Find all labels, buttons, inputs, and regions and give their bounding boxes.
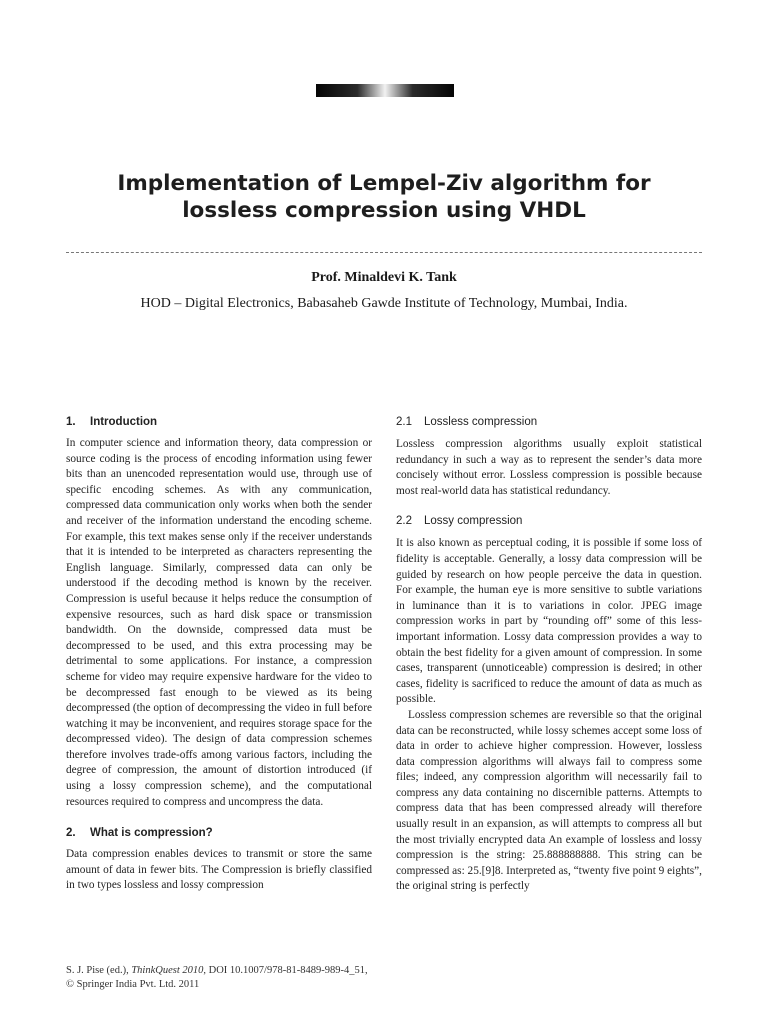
subsection-number: 2.1 [396,416,412,428]
paper-title-line-1: Implementation of Lempel-Ziv algorithm for [117,171,651,196]
introduction-paragraph: In computer science and information theory, data compression or source coding is the process of encoding information using fewer bits than an unencoded representation would use, through use of specific encoding schemes. As with any communication, compressed data communication only works when both the sender and receiver of the information understand the encoding scheme. For example, this text makes sense only if the receiver understands that it is intended to be interpreted as characters representing the English language. Similarly, compressed data can only be understood if the decoding method is known by the receiver. Compression is useful because it helps reduce the consumption of expensive resources, such as hard disk space or transmission bandwidth. On the downside, compressed data must be decompressed to be used, and this extra processing may be detrimental to some applications. For instance, a compression scheme for video may require expensive hardware for the video to be decompressed fast enough to be viewed as its being decompressed (the option of decompressing the video in full before watching it may be inconvenient, and requires storage space for the decompressed video). The design of data compression schemes therefore involves trade-offs among various factors, including the degree of compression, the amount of distortion introduced (if using a lossy compression scheme), and the computational resources required to compress and uncompress the data. [66,437,372,808]
citation-doi: , DOI 10.1007/978-81-8489-989-4_51, [203,965,368,976]
subsection-number: 2.2 [396,515,412,528]
lossy-paragraph-2: Lossless compression schemes are reversible so that the original data can be reconstructed, while lossy schemes accept some loss of data in order to achieve higher compression. However, lossless data compression algorithms will always fail to compress some files; indeed, any compression algorithm will necessarily fail to compress any data containing no discernible patterns. Attempts to compress data that has been compressed already will therefore usually result in an expansion, as will attempts to compress all but the most trivially encrypted data An example of lossless and lossy compression is the string: 25.888888888. This string can be compressed as: 25.[9]8. Interpreted as, “twenty five point 9 eights”, the original string is perfectly [396,708,702,893]
what-is-compression-paragraph: Data compression enables devices to transmit or store the same amount of data in fewer bits. The Compression is briefly classified in two types lossless and lossy compression [66,848,372,892]
section-title: What is compression? [90,827,213,840]
subsection-heading-lossless [396,414,702,430]
author-name: Prof. Minaldevi K. Tank [311,270,457,285]
citation-book: ThinkQuest 2010 [131,965,204,976]
left-column [66,414,372,894]
header-decorative-bar [316,84,454,97]
citation-footer [66,964,426,992]
author-affiliation: HOD – Digital Electronics, Babasaheb Gawde Institute of Technology, Mumbai, India. [140,296,628,311]
paper-title [40,170,728,224]
right-column [396,414,702,895]
subsection-heading-lossy [396,513,702,529]
section-number: 1. [66,416,76,428]
section-heading-introduction [66,414,372,430]
section-title: Introduction [90,416,158,428]
dashed-divider [66,252,702,253]
lossy-paragraph-1: It is also known as perceptual coding, it is possible if some loss of fidelity is acceptable. Generally, a lossy data compression will be guided by research on how people perceive the data in question. For example, the human eye is more sensitive to subtle variations in luminance than it is to variations in color. JPEG image compression works in part by “rounding off” some of this less-important information. Lossy data compression provides a way to obtain the best fidelity for a given amount of compression. In some cases, transparent (unnoticeable) compression is desired; in other cases, fidelity is sacrificed to reduce the amount of data as much as possible. [396,537,702,706]
subsection-title: Lossless compression [424,416,538,428]
lossless-paragraph: Lossless compression algorithms usually exploit statistical redundancy in such a way as to represent the sender’s data more concisely without error. Lossless compression is possible because most real-world data has statistical redundancy. [396,438,702,497]
citation-editor: S. J. Pise (ed.), [66,965,132,976]
section-number: 2. [66,827,76,840]
subsection-title: Lossy compression [424,515,523,528]
citation-line [66,964,426,978]
copyright-line: © Springer India Pvt. Ltd. 2011 [66,979,200,990]
section-heading-what-is-compression [66,825,372,841]
paper-title-line-2: lossless compression using VHDL [182,198,586,223]
